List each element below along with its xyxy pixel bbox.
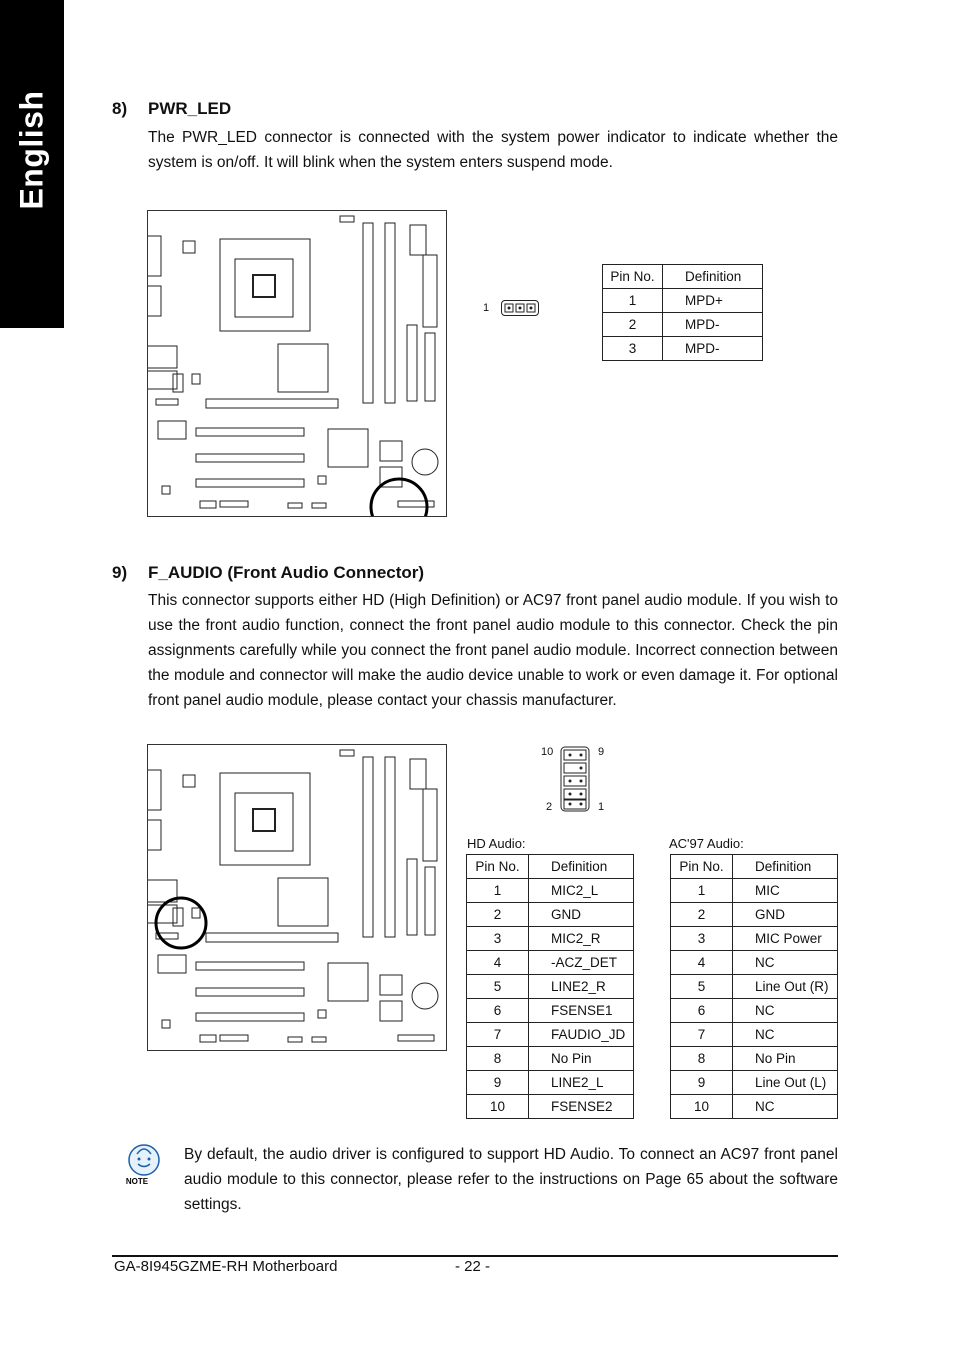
table-cell: 5 <box>671 975 733 999</box>
f-audio-pin-9-label: 9 <box>598 746 605 758</box>
table-header-cell: Definition <box>529 855 634 879</box>
table-cell: MIC2_R <box>529 927 634 951</box>
ac97-audio-pin-table <box>670 854 838 1119</box>
table-cell: MIC2_L <box>529 879 634 903</box>
table-cell: 1 <box>467 879 529 903</box>
table-cell: 1 <box>603 289 663 313</box>
section-8-heading <box>112 99 231 119</box>
f-audio-pin-1-label: 1 <box>598 801 605 813</box>
section-9-heading <box>112 563 424 583</box>
table-header-cell: Pin No. <box>467 855 529 879</box>
table-cell: 3 <box>603 337 663 361</box>
table-cell: 9 <box>671 1071 733 1095</box>
table-row <box>467 999 634 1023</box>
table-cell: 6 <box>467 999 529 1023</box>
table-cell: No Pin <box>529 1047 634 1071</box>
note-icon <box>118 1140 168 1186</box>
table-row <box>467 951 634 975</box>
section-9-description: This connector supports either HD (High Definition) or AC97 front panel audio module. If you wish to use the front audio function, connect the front panel audio module to this connector. Check the pin assignments carefully while you connect the front panel audio module. Incorrect connection between the module and connector will make the audio device unable to work or even damage it. For optional front panel audio module, please contact your chassis manufacturer. <box>148 592 838 709</box>
section-8-description: The PWR_LED connector is connected with the system power indicator to indicate whether the system is on/off. It will blink when the system enters suspend mode. <box>148 129 838 171</box>
table-cell: 3 <box>467 927 529 951</box>
table-cell: FSENSE2 <box>529 1095 634 1119</box>
table-row <box>603 337 763 361</box>
pwr-led-connector-icon <box>501 300 539 316</box>
table-cell: 2 <box>467 903 529 927</box>
table-cell: Line Out (R) <box>733 975 838 999</box>
table-row <box>671 1023 838 1047</box>
table-row <box>467 1047 634 1071</box>
table-row <box>603 289 763 313</box>
table-row <box>671 1095 838 1119</box>
table-cell: 4 <box>671 951 733 975</box>
table-header-row <box>467 855 634 879</box>
ac97-audio-caption: AC'97 Audio: <box>669 836 744 851</box>
f-audio-pin-2-label: 2 <box>546 801 553 813</box>
table-cell: NC <box>733 951 838 975</box>
table-cell: 7 <box>671 1023 733 1047</box>
table-cell: GND <box>529 903 634 927</box>
table-cell: LINE2_L <box>529 1071 634 1095</box>
table-cell: FAUDIO_JD <box>529 1023 634 1047</box>
table-cell: MPD- <box>663 313 763 337</box>
table-row <box>671 927 838 951</box>
pwr-led-pin-1-label: 1 <box>483 302 490 314</box>
table-cell: FSENSE1 <box>529 999 634 1023</box>
table-cell: 8 <box>671 1047 733 1071</box>
pwr-led-pin-table <box>602 264 763 361</box>
footer-page-number: - 22 - <box>455 1258 491 1275</box>
table-row <box>467 927 634 951</box>
table-header-row <box>603 265 763 289</box>
table-row <box>467 903 634 927</box>
table-cell: MIC Power <box>733 927 838 951</box>
table-header-cell: Pin No. <box>671 855 733 879</box>
section-9-number: 9) <box>112 563 128 582</box>
table-cell: -ACZ_DET <box>529 951 634 975</box>
table-cell: NC <box>733 999 838 1023</box>
language-tab-label: English <box>13 90 50 210</box>
table-row <box>671 1047 838 1071</box>
table-cell: 3 <box>671 927 733 951</box>
table-cell: NC <box>733 1023 838 1047</box>
table-row <box>671 879 838 903</box>
table-row <box>671 951 838 975</box>
table-cell: 10 <box>671 1095 733 1119</box>
table-header-cell: Definition <box>733 855 838 879</box>
table-cell: 6 <box>671 999 733 1023</box>
table-cell: MPD- <box>663 337 763 361</box>
section-8-number: 8) <box>112 99 128 118</box>
table-row <box>467 1071 634 1095</box>
table-cell: GND <box>733 903 838 927</box>
footer-rule <box>112 1255 838 1257</box>
table-cell: 9 <box>467 1071 529 1095</box>
table-cell: NC <box>733 1095 838 1119</box>
table-cell: LINE2_R <box>529 975 634 999</box>
table-header-cell: Pin No. <box>603 265 663 289</box>
table-cell: MIC <box>733 879 838 903</box>
hd-audio-caption: HD Audio: <box>467 836 526 851</box>
table-header-cell: Definition <box>663 265 763 289</box>
table-row <box>671 999 838 1023</box>
table-row <box>467 879 634 903</box>
note-icon-label: NOTE <box>125 1177 149 1186</box>
table-cell: No Pin <box>733 1047 838 1071</box>
section-8-title: PWR_LED <box>148 99 232 118</box>
table-header-row <box>671 855 838 879</box>
table-cell: 7 <box>467 1023 529 1047</box>
table-cell: 2 <box>671 903 733 927</box>
footer-product: GA-8I945GZME-RH Motherboard <box>114 1258 338 1275</box>
table-row <box>467 1023 634 1047</box>
motherboard-diagram-pwr-led <box>147 210 447 517</box>
table-row <box>467 975 634 999</box>
note-text: By default, the audio driver is configured to support HD Audio. To connect an AC97 front panel audio module to this connector, please refer to the instructions on Page 65 about the software settings. <box>184 1146 838 1213</box>
language-tab <box>0 0 64 328</box>
table-cell: 4 <box>467 951 529 975</box>
table-cell: 10 <box>467 1095 529 1119</box>
table-row <box>467 1095 634 1119</box>
table-row <box>671 1071 838 1095</box>
table-cell: 2 <box>603 313 663 337</box>
f-audio-pin-10-label: 10 <box>541 746 554 758</box>
motherboard-diagram-f-audio <box>147 744 447 1051</box>
table-row <box>671 975 838 999</box>
table-cell: 8 <box>467 1047 529 1071</box>
section-9-title: F_AUDIO (Front Audio Connector) <box>148 563 425 582</box>
table-cell: 1 <box>671 879 733 903</box>
f-audio-connector-icon <box>560 746 590 812</box>
table-cell: Line Out (L) <box>733 1071 838 1095</box>
table-cell: MPD+ <box>663 289 763 313</box>
hd-audio-pin-table <box>466 854 634 1119</box>
table-row <box>671 903 838 927</box>
table-row <box>603 313 763 337</box>
table-cell: 5 <box>467 975 529 999</box>
